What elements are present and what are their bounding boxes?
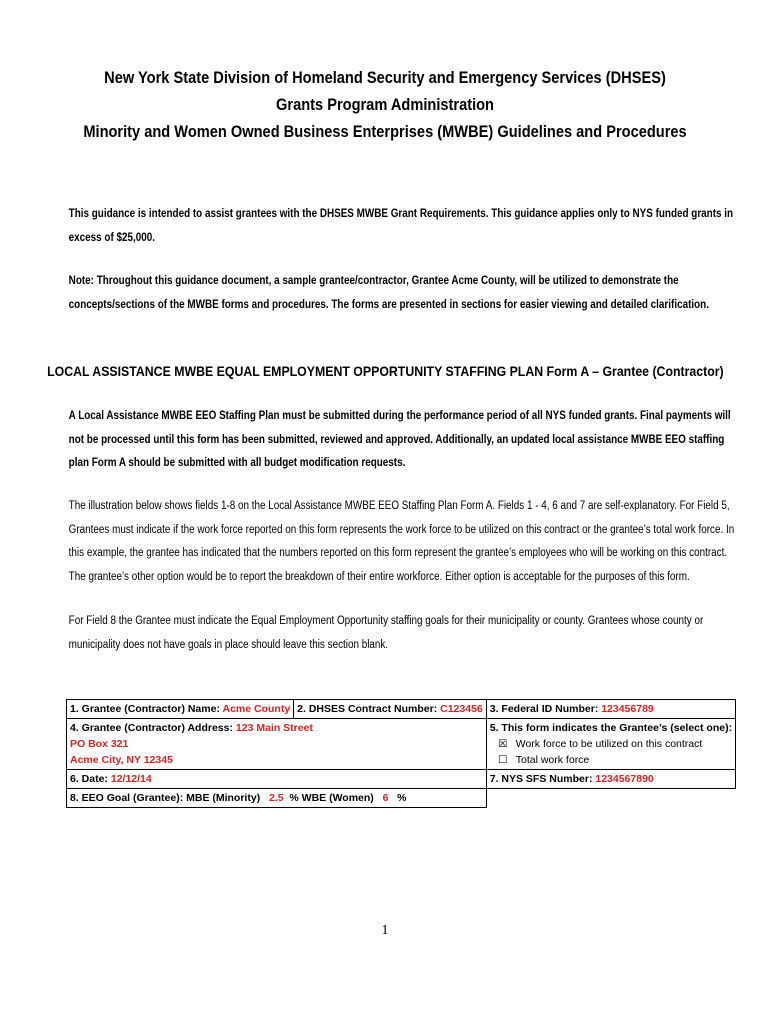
field-4-line-3: Acme City, NY 12345 (70, 754, 173, 766)
field-5-option-total[interactable] (490, 752, 732, 768)
field-8-label: 8. EEO Goal (Grantee): MBE (Minority) (70, 792, 261, 804)
field-7-cell (486, 770, 735, 789)
field-6-label: 6. Date: (70, 773, 111, 785)
field-6-cell (67, 770, 487, 789)
section-text-2: The illustration below shows fields 1-8 on the Local Assistance MWBE EEO Staffing Plan Form A. Fields 1 - 4, 6 and 7 are self-explanatory. For Field 5, Grantees must indicate if the work force reported on this form represents the work force to be utilized on this contract or the grantee’s total work force. In this example, the grantee has indicated that the numbers reported on this form represent the grantee’s employees who will be working on this contract. The grantee’s other option would be to report the breakdown of their entire workforce. Either option is acceptable for the purposes of this form. (68, 500, 735, 583)
field-4-label: 4. Grantee (Contractor) Address: (70, 722, 236, 734)
field-1-label: 1. Grantee (Contractor) Name: (70, 703, 223, 715)
section-text-3: For Field 8 the Grantee must indicate the Equal Employment Opportunity staffing goals for their municipality or county. Grantees whose county or municipality does not have goals in place should leave this section blank. (68, 615, 704, 651)
field-8-cell (67, 789, 487, 808)
field-8-mbe-value: 2.5 (268, 792, 284, 804)
field-5-option-contract[interactable] (490, 736, 732, 752)
section-paragraph-1 (36, 405, 736, 476)
field-8-wbe-value: 6 (382, 792, 389, 804)
empty-cell (486, 789, 735, 808)
intro-text-1: This guidance is intended to assist grantees with the DHSES MWBE Grant Requirements. This guidance applies only to NYS funded grants in excess of $25,000. (68, 208, 734, 244)
document-title (54, 64, 716, 145)
field-5-label: 5. This form indicates the Grantee’s (select one): (489, 722, 733, 734)
field-4-line-1: 123 Main Street (235, 722, 313, 734)
field-3-cell (486, 700, 735, 719)
intro-paragraph-2 (36, 270, 736, 317)
field-8-mid-label: % WBE (Women) (289, 792, 374, 804)
field-4-cell (67, 719, 487, 770)
section-paragraph-3 (36, 610, 736, 657)
field-8-percent: % (397, 792, 407, 804)
section-heading-text: LOCAL ASSISTANCE MWBE EQUAL EMPLOYMENT OPPORTUNITY STAFFING PLAN Form A – Grantee (Contractor) (46, 363, 724, 379)
field-7-value: 1234567890 (595, 773, 654, 785)
checked-box-icon[interactable]: ☒ (498, 738, 508, 750)
title-line-1: New York State Division of Homeland Security and Emergency Services (DHSES) (104, 68, 666, 87)
field-2-label: 2. DHSES Contract Number: (297, 703, 441, 715)
unchecked-box-icon[interactable]: ☐ (498, 754, 508, 766)
field-2-cell (294, 700, 487, 719)
field-2-value: C123456 (440, 703, 483, 715)
title-line-2: Grants Program Administration (276, 95, 494, 114)
field-5-cell (486, 719, 735, 770)
field-4-line-2: PO Box 321 (70, 738, 129, 750)
title-line-3: Minority and Women Owned Business Enterprises (MWBE) Guidelines and Procedures (83, 122, 687, 141)
section-heading (0, 363, 770, 379)
field-5-option-contract-label: Work force to be utilized on this contract (515, 738, 703, 750)
page-number: 1 (381, 923, 389, 938)
field-6-value: 12/12/14 (110, 773, 152, 785)
field-5-option-total-label: Total work force (515, 754, 590, 766)
intro-text-2: Note: Throughout this guidance document, a sample grantee/contractor, Grantee Acme County, will be utilized to demonstrate the concepts/sections of the MWBE forms and procedures. The forms are presented in sections for easier viewing and detailed clarification. (68, 275, 709, 311)
field-7-label: 7. NYS SFS Number: (489, 773, 596, 785)
intro-paragraph-1 (36, 203, 736, 250)
field-3-value: 123456789 (601, 703, 654, 715)
field-1-value: Acme County (222, 703, 291, 715)
section-paragraph-2 (36, 495, 736, 589)
field-3-label: 3. Federal ID Number: (489, 703, 602, 715)
form-a-fields (66, 699, 736, 808)
field-1-cell (67, 700, 294, 719)
section-text-1: A Local Assistance MWBE EEO Staffing Plan must be submitted during the performance period of all NYS funded grants. Final payments will not be processed until this form has been submitted, reviewed and approved. Additionally, an updated local assistance MWBE EEO staffing plan Form A should be submitted with all budget modification requests. (68, 410, 731, 469)
